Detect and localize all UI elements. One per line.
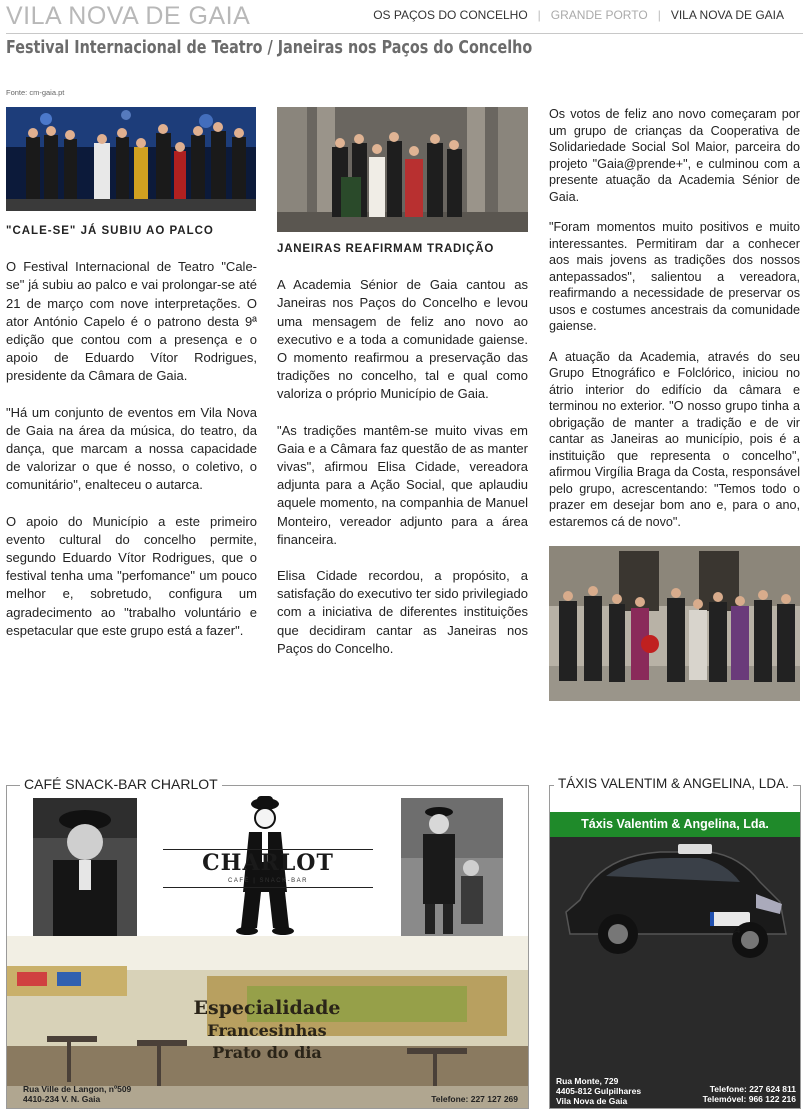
paragraph: A Academia Sénior de Gaia cantou as Janeiras nos Paços do Concelho e levou uma mensagem de feliz ano novo ao executivo e a toda a comunidade gaiense. O momento reafirmou a preservação das tradições no concelho, tal e qual como valoriza o próprio Município de Gaia. (277, 277, 528, 402)
phone-line: Telefone: 227 624 811 (709, 1084, 796, 1094)
address-line: 4410-234 V. N. Gaia (23, 1094, 101, 1104)
charlot-ad-label: CAFÉ SNACK-BAR CHARLOT (20, 776, 222, 792)
taxis-ad-label: TÁXIS VALENTIM & ANGELINA, LDA. (554, 776, 793, 791)
article-column-2 (277, 240, 528, 676)
janeiras-interior-photo (277, 107, 528, 232)
janeiras-exterior-photo (549, 546, 800, 701)
theatre-group-photo (6, 107, 256, 211)
paragraph: O Festival Internacional de Teatro "Cale-se" já subiu ao palco e vai prolongar-se até 21 de março com nove interpretações. O ator António Capelo é o patrono desta 9ª edição que contou com a presença e o apoio de Eduardo Vítor Rodrigues, presidente da Câmara de Gaia. (6, 259, 257, 384)
section-heading-cale-se: "CALE-SE" JÁ SUBIU AO PALCO (6, 225, 214, 237)
taxi-car-photo (560, 842, 792, 962)
source-credit: Fonte: cm-gaia.pt (6, 88, 65, 97)
charlot-logo-text: CHARLOT (202, 850, 334, 876)
charlot-address (23, 1084, 131, 1104)
address-line: Rua Monte, 729 (556, 1076, 619, 1086)
specialty-item: Prato do dia (212, 1043, 322, 1062)
paragraph: "Há um conjunto de eventos em Vila Nova de Gaia na área da música, do teatro, da dança, que marcam a nossa capacidade de valorizar o que é nosso, o coletivo, o comunitário", enalteceu o autarca. (6, 404, 257, 493)
paragraph: "Foram momentos muito positivos e muito interessantes. Permitiram dar a conhecer aos mais jovens as tradições dos nossos antepassados", salientou a vereadora, reafirmando a necessidade de preservar os usos e costumes ancestrais da comunidade gaiense. (549, 220, 800, 333)
charlot-specialty-block (167, 996, 367, 1064)
masthead: VILA NOVA DE GAIA (6, 2, 251, 30)
nav-separator: | (537, 8, 541, 22)
logo-rule (163, 887, 373, 888)
specialty-item: Francesinhas (207, 1021, 327, 1040)
chaplin-kid-photo (401, 798, 503, 936)
header-rule (6, 33, 803, 34)
charlot-logo-sub: CAFÉ | SNACK-BAR (228, 878, 308, 884)
charlot-phone: Telefone: 227 127 269 (431, 1094, 518, 1104)
phone-line: Telemóvel: 966 122 216 (702, 1094, 796, 1104)
address-line: Rua Ville de Langon, nº509 (23, 1084, 132, 1094)
address-line: 4405-812 Gulpilhares (556, 1086, 642, 1096)
taxis-banner: Táxis Valentim & Angelina, Lda. (550, 812, 800, 837)
charlot-ad[interactable] (6, 785, 529, 1109)
paragraph: Os votos de feliz ano novo começaram por um grupo de crianças da Cooperativa de Solidariedade Social Sol Maior, parceira do projeto "Gaia@prende+", e culminou com a presente atuação da Academia Sénior de Gaia. (549, 107, 800, 204)
paragraph: A atuação da Academia, através do seu Grupo Etnográfico e Folclórico, iniciou no átrio interior do edifício da câmara e terminou no exterior. "O nosso grupo tinha a obrigação de manter a tradição e de vir cantar as Janeiras ao município, pois é a instituição que representa o concelho", afirmou Virgília Braga da Costa, responsável pelo grupo, acrescentando: "Temos todo o prazer em desejar bom ano e, para o ano, estaremos cá de novo". (549, 349, 800, 529)
specialty-heading: Especialidade (193, 997, 341, 1019)
taxis-phones (703, 1084, 796, 1104)
taxis-address (556, 1076, 641, 1106)
article-column-1 (6, 222, 257, 658)
chaplin-portrait-left (33, 798, 137, 936)
address-line: Vila Nova de Gaia (556, 1096, 628, 1106)
nav-link-vila-nova[interactable]: VILA NOVA DE GAIA (670, 8, 784, 22)
article-column-3 (549, 106, 800, 548)
paragraph: Elisa Cidade recordou, a propósito, a satisfação do executivo ter sido privilegiado com a iniciativa de diferentes instituições que decidiram cantar as Janeiras nos Paços do Concelho. (277, 568, 528, 656)
nav-link-pacos[interactable]: OS PAÇOS DO CONCELHO (373, 8, 528, 22)
section-heading-janeiras: JANEIRAS REAFIRMAM TRADIÇÃO (277, 243, 495, 255)
top-nav (366, 8, 791, 22)
taxi-plate: 20-EN-84 (710, 928, 740, 935)
paragraph: O apoio do Município a este primeiro evento cultural do concelho permite, segundo Eduardo Vítor Rodrigues, que o festival tenha uma "perfomance" um pouco melhor e, sobretudo, configura um agradecimento ao "trabalho voluntário e espetacular que este grupo está a fazer". (6, 513, 257, 638)
nav-link-grande-porto[interactable]: GRANDE PORTO (550, 8, 648, 22)
paragraph: "As tradições mantêm-se muito vivas em Gaia e a Câmara faz questão de as manter vivas", afirmou Elisa Cidade, vereadora adjunta para a Ação Social, que aplaudiu aquele momento, na companhia de Manuel Monteiro, vereador adjunto para a área financeira. (277, 422, 528, 547)
taxis-ad[interactable] (549, 785, 801, 1109)
nav-separator: | (657, 8, 661, 22)
page-title: Festival Internacional de Teatro / Janeiras nos Paços do Concelho (6, 38, 533, 58)
